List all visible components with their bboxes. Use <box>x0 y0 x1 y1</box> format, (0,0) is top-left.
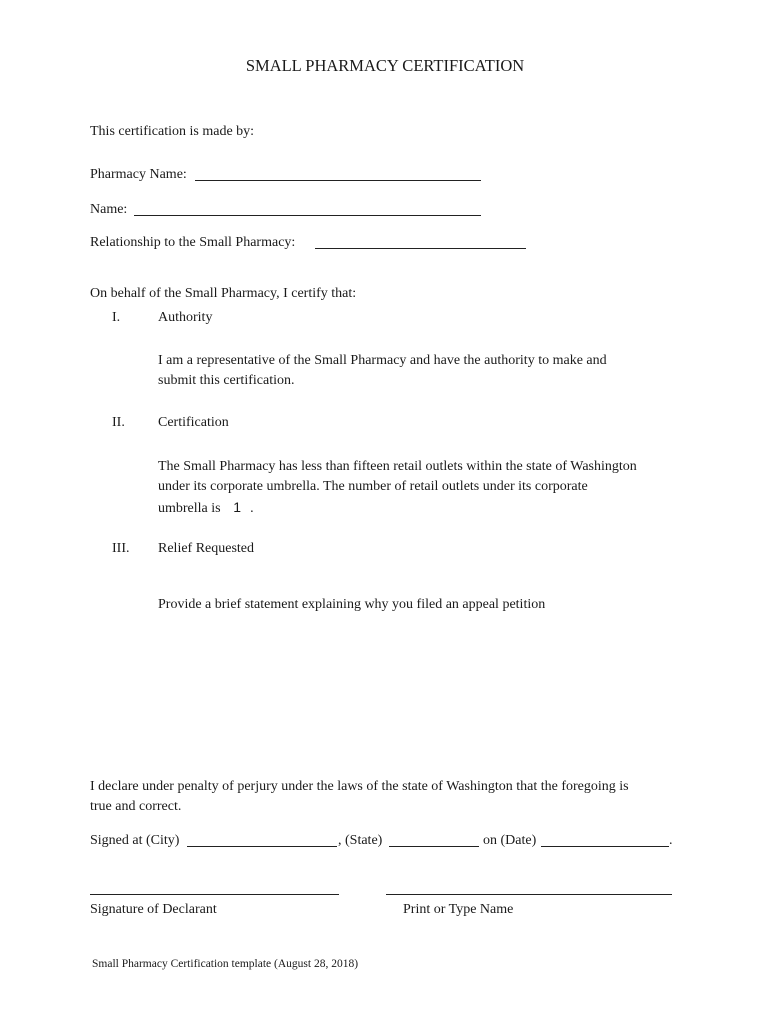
city-field[interactable] <box>187 846 337 847</box>
authority-body-line: I am a representative of the Small Pharmacy and have the authority to make and <box>158 353 607 368</box>
signed-at-city-label: Signed at (City) <box>90 833 180 848</box>
signed-at-end: . <box>669 833 673 848</box>
umbrella-prefix: umbrella is <box>158 501 221 516</box>
relationship-field[interactable] <box>315 248 526 249</box>
footer-text: Small Pharmacy Certification template (August 28, 2018) <box>92 958 359 970</box>
state-field[interactable] <box>389 846 479 847</box>
relief-statement-area[interactable] <box>158 620 678 770</box>
signature-label: Signature of Declarant <box>90 902 217 917</box>
relationship-label: Relationship to the Small Pharmacy: <box>90 235 296 250</box>
pharmacy-name-field[interactable] <box>195 180 481 181</box>
section-heading-authority: Authority <box>158 310 213 325</box>
declaration-line: true and correct. <box>90 799 182 814</box>
date-field[interactable] <box>541 846 669 847</box>
authority-body-line: submit this certification. <box>158 373 295 388</box>
section-numeral: III. <box>112 541 130 556</box>
section-numeral: II. <box>112 415 125 430</box>
certification-body-line: under its corporate umbrella. The number of retail outlets under its corporate <box>158 479 588 494</box>
name-field[interactable] <box>134 215 481 216</box>
intro-text: This certification is made by: <box>90 124 255 139</box>
outlet-count-field[interactable]: 1 <box>233 499 241 515</box>
section-numeral: I. <box>112 310 121 325</box>
declaration-line: I declare under penalty of perjury under the laws of the state of Washington that the foregoing is <box>90 779 629 794</box>
pharmacy-name-label: Pharmacy Name: <box>90 167 187 182</box>
certify-intro: On behalf of the Small Pharmacy, I certify that: <box>90 286 357 301</box>
umbrella-suffix: . <box>250 501 254 516</box>
print-name-label: Print or Type Name <box>403 902 514 917</box>
print-name-field[interactable] <box>386 894 672 895</box>
signature-field[interactable] <box>90 894 339 895</box>
name-label: Name: <box>90 202 128 217</box>
signed-at-date-label: on (Date) <box>483 833 537 848</box>
section-heading-certification: Certification <box>158 415 229 430</box>
signed-at-state-label: , (State) <box>338 833 383 848</box>
relief-instruction: Provide a brief statement explaining why you filed an appeal petition <box>158 597 546 612</box>
document-title: SMALL PHARMACY CERTIFICATION <box>245 56 525 75</box>
certification-body-line: The Small Pharmacy has less than fifteen retail outlets within the state of Washington <box>158 459 637 474</box>
certification-body-line <box>158 500 254 516</box>
section-heading-relief: Relief Requested <box>158 541 255 556</box>
